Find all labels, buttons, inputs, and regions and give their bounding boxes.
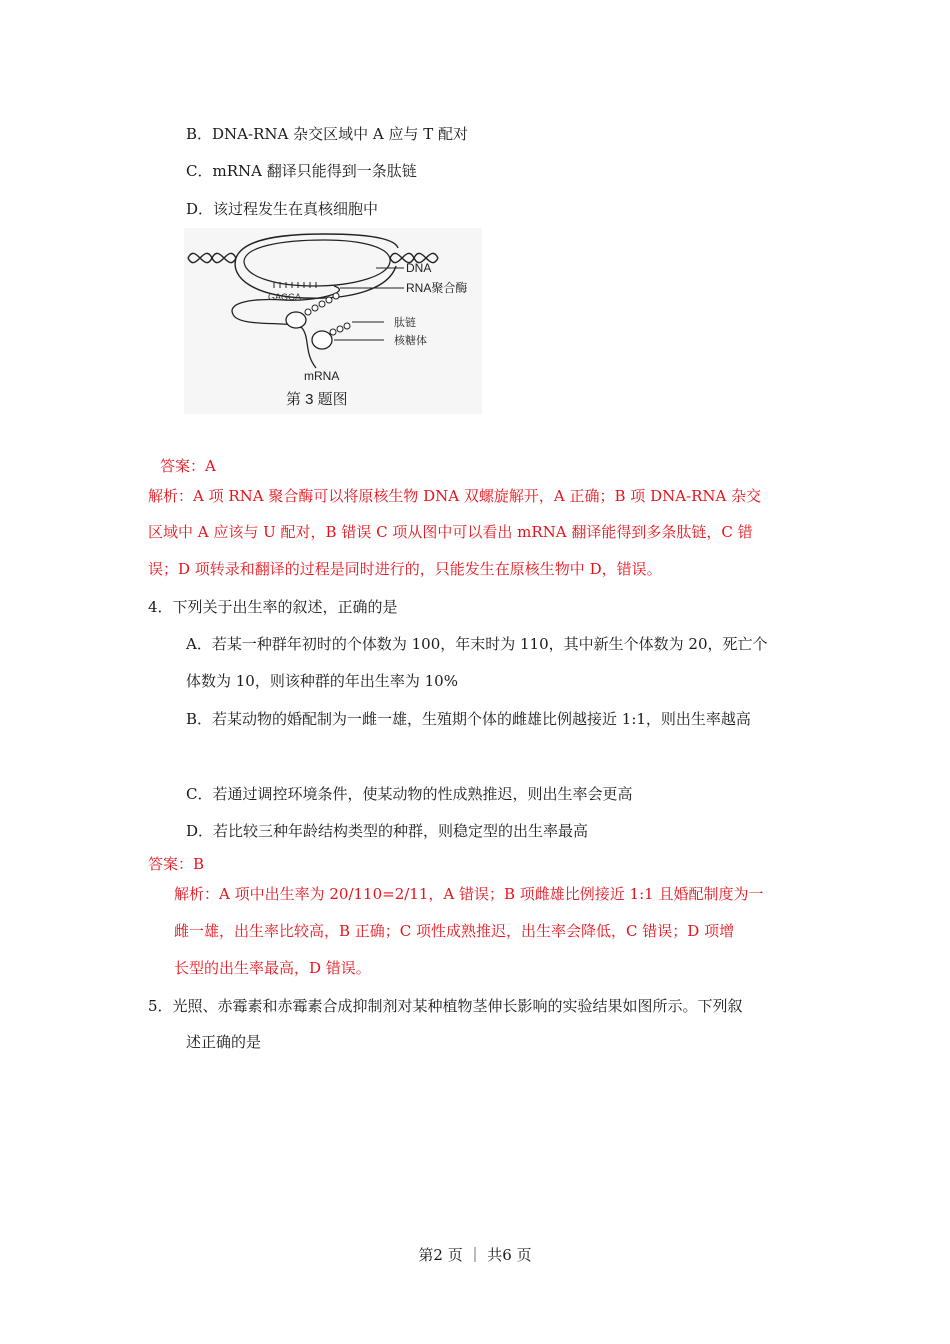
q3-analysis-line-3: 误；D 项转录和翻译的过程是同时进行的，只能发生在原核生物中 D，错误。 [148,560,662,578]
q4-analysis-line-2: 雌一雄，出生率比较高，B 正确；C 项性成熟推迟，出生率会降低，C 错误；D 项增 [174,922,735,940]
dna-bubble-outer [235,258,396,298]
figure-caption: 第 3 题图 [286,391,348,408]
q3-analysis-line-2: 区域中 A 应该与 U 配对，B 错误 C 项从图中可以看出 mRNA 翻译能得到多条肽链，C 错 [148,523,753,541]
label-ribosome: 核糖体 [394,335,427,347]
q4-analysis-line-1: 解析：A 项中出生率为 20/110=2/11，A 错误；B 项雌雄比例接近 1:1 且婚配制度为一 [174,885,764,903]
label-dna: DNA [406,261,432,275]
transcription-diagram [184,228,482,414]
ribosome-1 [286,312,306,328]
q4-analysis-line-3: 长型的出生率最高，D 错误。 [174,959,371,977]
q3-option-b: B．DNA-RNA 杂交区域中 A 应与 T 配对 [186,125,469,143]
q5-stem-line-2: 述正确的是 [186,1033,262,1051]
q4-stem: 4．下列关于出生率的叙述，正确的是 [148,598,398,616]
q4-option-d: D．若比较三种年龄结构类型的种群，则稳定型的出生率最高 [186,822,589,840]
q3-answer: 答案：A [160,457,216,475]
q4-option-a-line-2: 体数为 10，则该种群的年出生率为 10% [186,672,458,690]
dna-bubble-inner [244,240,390,286]
q4-answer: 答案：B [148,855,205,873]
label-peptide: 肽链 [394,317,416,329]
q3-option-d: D．该过程发生在真核细胞中 [186,200,379,218]
label-rna-polymerase: RNA聚合酶 [406,281,468,295]
q3-analysis-line-1: 解析：A 项 RNA 聚合酶可以将原核生物 DNA 双螺旋解开，A 正确；B 项 DNA-RNA 杂交 [148,487,762,505]
sequence-label: GAGGA [268,292,302,302]
q3-transcription-figure [184,228,482,414]
label-mrna: mRNA [304,369,340,383]
page-footer: 第2 页 ｜ 共6 页 [418,1246,532,1264]
peptide-chain-2 [330,323,350,335]
q5-stem-line-1: 5．光照、赤霉素和赤霉素合成抑制剂对某种植物茎伸长影响的实验结果如图所示。下列叙 [148,997,743,1015]
q4-option-a-line-1: A．若某一种群年初时的个体数为 100，年末时为 110，其中新生个体数为 20，死亡个 [186,635,768,653]
q4-option-b: B．若某动物的婚配制为一雌一雄，生殖期个体的雌雄比例越接近 1:1，则出生率越高 [186,710,751,728]
q3-option-c: C．mRNA 翻译只能得到一条肽链 [186,162,417,180]
q4-option-c: C．若通过调控环境条件，使某动物的性成熟推迟，则出生率会更高 [186,785,633,803]
ribosome-2 [312,331,332,349]
peptide-chain-1 [305,293,339,315]
